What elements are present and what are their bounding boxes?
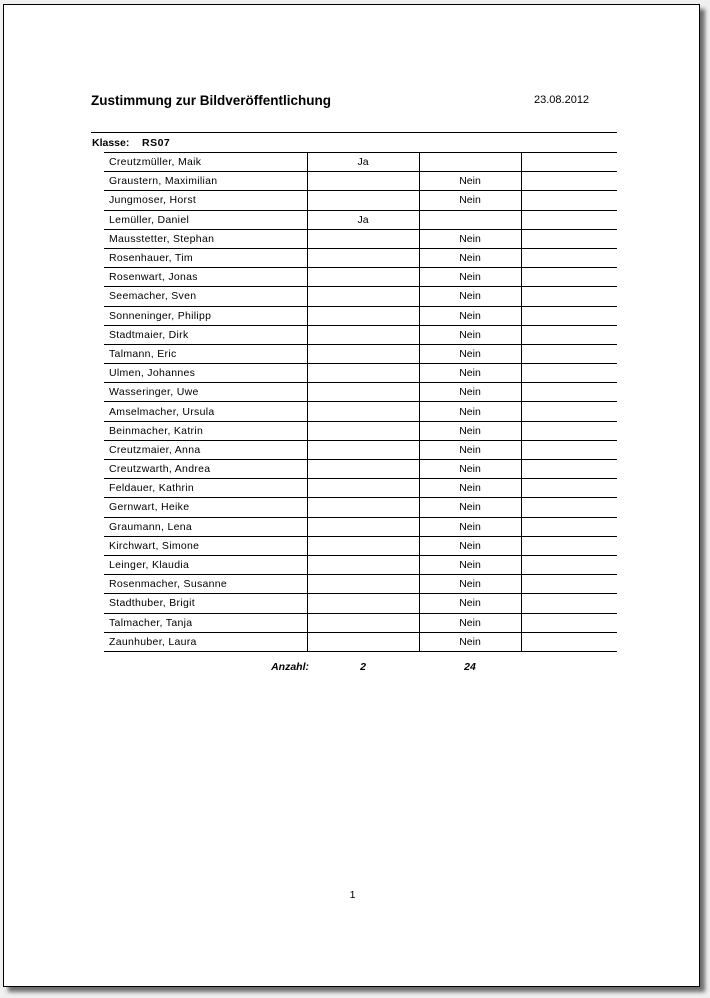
empty-cell [521, 536, 617, 555]
student-name-cell: Seemacher, Sven [104, 287, 307, 306]
student-name-cell: Rosenwart, Jonas [104, 268, 307, 287]
student-name-cell: Jungmoser, Horst [104, 191, 307, 210]
nein-cell: Nein [419, 268, 521, 287]
table-row [104, 306, 617, 325]
empty-cell [521, 632, 617, 651]
ja-cell [307, 191, 419, 210]
student-name-cell: Gernwart, Heike [104, 498, 307, 517]
nein-cell [419, 153, 521, 172]
nein-cell: Nein [419, 325, 521, 344]
student-name-cell: Beinmacher, Katrin [104, 421, 307, 440]
nein-cell: Nein [419, 383, 521, 402]
empty-cell [521, 517, 617, 536]
table-row [104, 498, 617, 517]
nein-cell: Nein [419, 344, 521, 363]
table-row [104, 421, 617, 440]
ja-cell [307, 383, 419, 402]
empty-cell [521, 575, 617, 594]
student-name-cell: Talmacher, Tanja [104, 613, 307, 632]
student-name-cell: Rosenmacher, Susanne [104, 575, 307, 594]
student-name-cell: Zaunhuber, Laura [104, 632, 307, 651]
nein-cell: Nein [419, 613, 521, 632]
ja-cell [307, 498, 419, 517]
nein-cell: Nein [419, 632, 521, 651]
class-header [91, 132, 617, 152]
ja-cell: Ja [307, 153, 419, 172]
nein-cell: Nein [419, 555, 521, 574]
empty-cell [521, 172, 617, 191]
empty-cell [521, 421, 617, 440]
empty-cell [521, 229, 617, 248]
student-name-cell: Creutzmüller, Maik [104, 153, 307, 172]
nein-cell: Nein [419, 575, 521, 594]
totals-label: Anzahl: [271, 661, 309, 673]
page-number: 1 [349, 889, 356, 901]
class-value: RS07 [142, 137, 171, 149]
empty-cell [521, 191, 617, 210]
student-name-cell: Amselmacher, Ursula [104, 402, 307, 421]
roster-table-body [104, 153, 617, 652]
table-row [104, 575, 617, 594]
table-row [104, 210, 617, 229]
empty-cell [521, 498, 617, 517]
table-row [104, 613, 617, 632]
table-row [104, 172, 617, 191]
report-date: 23.08.2012 [534, 94, 590, 106]
table-row [104, 325, 617, 344]
totals-ja-count: 2 [360, 661, 366, 673]
student-name-cell: Wasseringer, Uwe [104, 383, 307, 402]
empty-cell [521, 287, 617, 306]
table-row [104, 440, 617, 459]
nein-cell: Nein [419, 191, 521, 210]
nein-cell: Nein [419, 517, 521, 536]
ja-cell [307, 613, 419, 632]
roster-table-wrapper [104, 152, 617, 652]
nein-cell: Nein [419, 229, 521, 248]
table-row [104, 402, 617, 421]
ja-cell [307, 306, 419, 325]
table-row [104, 153, 617, 172]
student-name-cell: Stadtmaier, Dirk [104, 325, 307, 344]
empty-cell [521, 306, 617, 325]
student-name-cell: Sonneninger, Philipp [104, 306, 307, 325]
ja-cell [307, 479, 419, 498]
student-name-cell: Talmann, Eric [104, 344, 307, 363]
nein-cell: Nein [419, 594, 521, 613]
ja-cell [307, 229, 419, 248]
nein-cell: Nein [419, 536, 521, 555]
student-name-cell: Graumann, Lena [104, 517, 307, 536]
ja-cell: Ja [307, 210, 419, 229]
empty-cell [521, 210, 617, 229]
nein-cell: Nein [419, 248, 521, 267]
nein-cell [419, 210, 521, 229]
table-row [104, 383, 617, 402]
student-name-cell: Leinger, Klaudia [104, 555, 307, 574]
roster-table [104, 152, 617, 652]
table-row [104, 344, 617, 363]
student-name-cell: Kirchwart, Simone [104, 536, 307, 555]
student-name-cell: Creutzwarth, Andrea [104, 460, 307, 479]
empty-cell [521, 402, 617, 421]
totals-row [104, 658, 617, 676]
empty-cell [521, 613, 617, 632]
student-name-cell: Graustern, Maximilian [104, 172, 307, 191]
nein-cell: Nein [419, 440, 521, 459]
table-row [104, 555, 617, 574]
ja-cell [307, 268, 419, 287]
empty-cell [521, 268, 617, 287]
student-name-cell: Lemüller, Daniel [104, 210, 307, 229]
ja-cell [307, 364, 419, 383]
table-row [104, 364, 617, 383]
nein-cell: Nein [419, 421, 521, 440]
ja-cell [307, 536, 419, 555]
table-row [104, 594, 617, 613]
ja-cell [307, 594, 419, 613]
student-name-cell: Rosenhauer, Tim [104, 248, 307, 267]
ja-cell [307, 172, 419, 191]
class-label: Klasse: [92, 137, 130, 149]
nein-cell: Nein [419, 498, 521, 517]
table-row [104, 460, 617, 479]
nein-cell: Nein [419, 479, 521, 498]
ja-cell [307, 555, 419, 574]
ja-cell [307, 421, 419, 440]
table-row [104, 287, 617, 306]
empty-cell [521, 555, 617, 574]
student-name-cell: Creutzmaier, Anna [104, 440, 307, 459]
empty-cell [521, 594, 617, 613]
nein-cell: Nein [419, 364, 521, 383]
ja-cell [307, 325, 419, 344]
ja-cell [307, 344, 419, 363]
table-row [104, 479, 617, 498]
nein-cell: Nein [419, 287, 521, 306]
empty-cell [521, 325, 617, 344]
empty-cell [521, 479, 617, 498]
empty-cell [521, 344, 617, 363]
student-name-cell: Feldauer, Kathrin [104, 479, 307, 498]
nein-cell: Nein [419, 306, 521, 325]
empty-cell [521, 440, 617, 459]
student-name-cell: Mausstetter, Stephan [104, 229, 307, 248]
report-page [3, 4, 700, 987]
table-row [104, 517, 617, 536]
table-row [104, 191, 617, 210]
student-name-cell: Stadthuber, Brigit [104, 594, 307, 613]
table-row [104, 268, 617, 287]
ja-cell [307, 632, 419, 651]
totals-nein-count: 24 [464, 661, 476, 673]
nein-cell: Nein [419, 460, 521, 479]
empty-cell [521, 460, 617, 479]
empty-cell [521, 248, 617, 267]
empty-cell [521, 153, 617, 172]
table-row [104, 229, 617, 248]
ja-cell [307, 287, 419, 306]
table-row [104, 248, 617, 267]
nein-cell: Nein [419, 172, 521, 191]
ja-cell [307, 575, 419, 594]
ja-cell [307, 440, 419, 459]
table-row [104, 632, 617, 651]
empty-cell [521, 364, 617, 383]
ja-cell [307, 460, 419, 479]
student-name-cell: Ulmen, Johannes [104, 364, 307, 383]
nein-cell: Nein [419, 402, 521, 421]
ja-cell [307, 517, 419, 536]
empty-cell [521, 383, 617, 402]
ja-cell [307, 248, 419, 267]
table-row [104, 536, 617, 555]
report-title: Zustimmung zur Bildveröffentlichung [91, 93, 331, 108]
ja-cell [307, 402, 419, 421]
